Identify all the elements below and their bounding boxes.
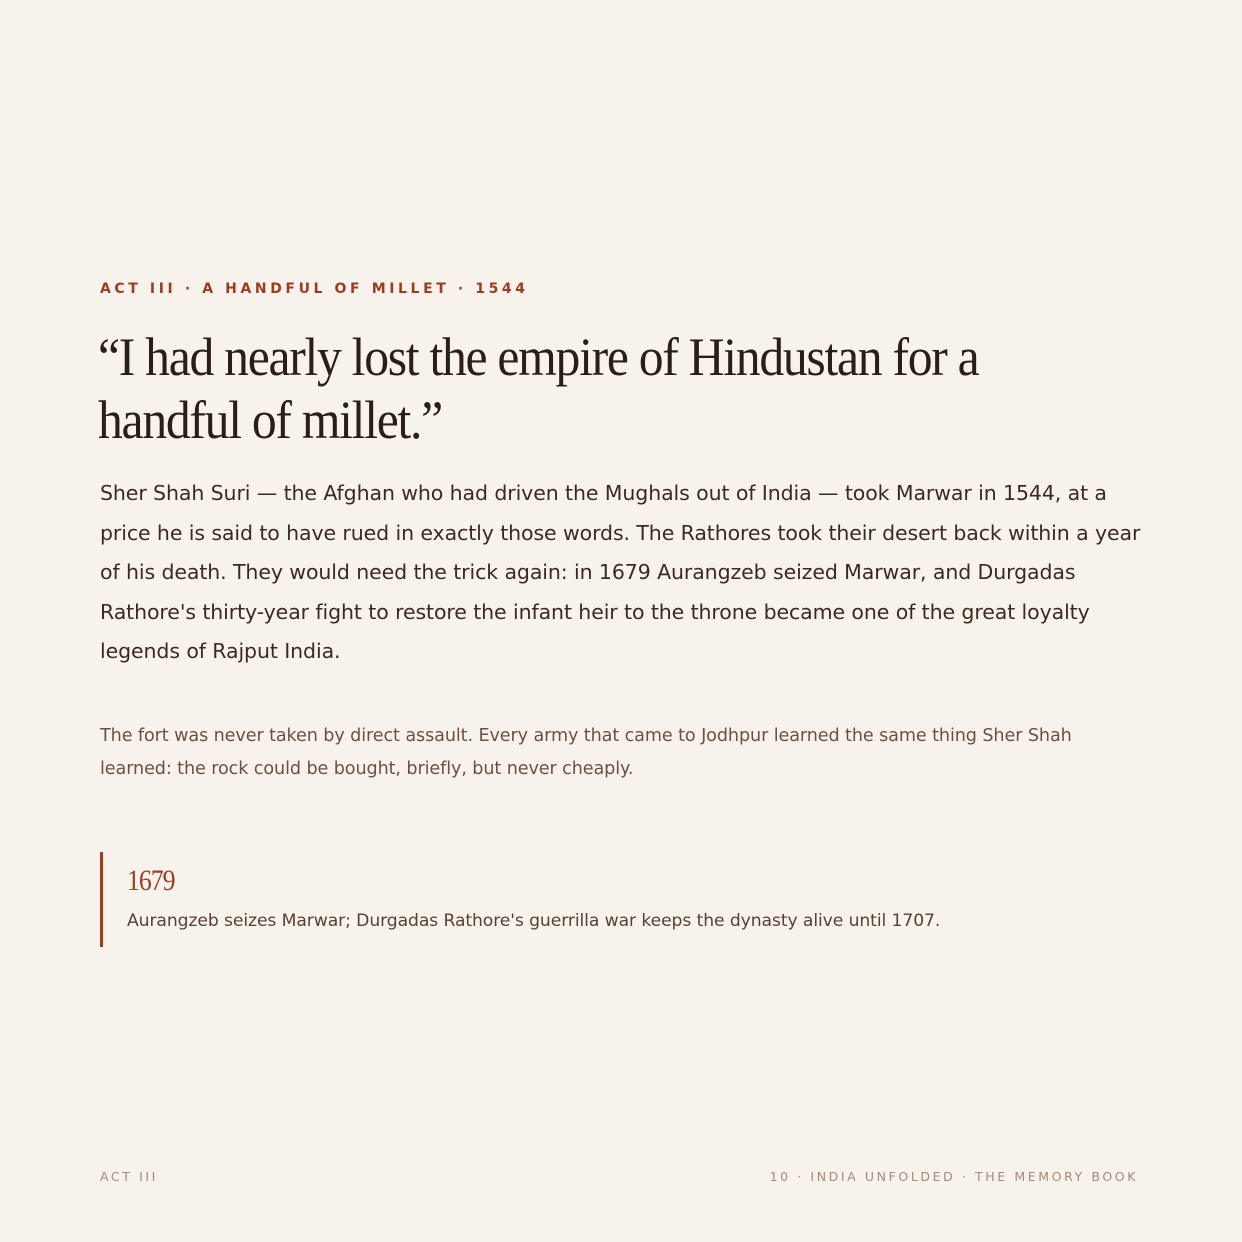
section-eyebrow: ACT III · A HANDFUL OF MILLET · 1544: [100, 281, 529, 297]
footer-section-label: ACT III: [100, 1169, 158, 1184]
pull-quote-headline: “I had nearly lost the empire of Hindustan for a handful of millet.”: [98, 327, 979, 450]
body-paragraph: Sher Shah Suri — the Afghan who had driven the Mughals out of India — took Marwar in 1544, at a price he is said to have rued in exactly those words. The Rathores took their desert back within a year of his death. They would need the trick again: in 1679 Aurangzeb seized Marwar, and Durgadas Rathore's thirty-year fight to restore the infant heir to the throne became one of the great loyalty legends of Rajput India.: [100, 481, 1141, 663]
callout-text: Aurangzeb seizes Marwar; Durgadas Rathore's guerrilla war keeps the dynasty alive until 1707.: [127, 911, 941, 931]
timeline-callout: [100, 852, 1103, 947]
callout-year: 1679: [127, 864, 175, 897]
footer-page-info: 10 · INDIA UNFOLDED · THE MEMORY BOOK: [769, 1169, 1138, 1184]
page: [100, 0, 1142, 1242]
secondary-paragraph: The fort was never taken by direct assault. Every army that came to Jodhpur learned the same thing Sher Shah learned: the rock could be bought, briefly, but never cheaply.: [100, 726, 1072, 779]
